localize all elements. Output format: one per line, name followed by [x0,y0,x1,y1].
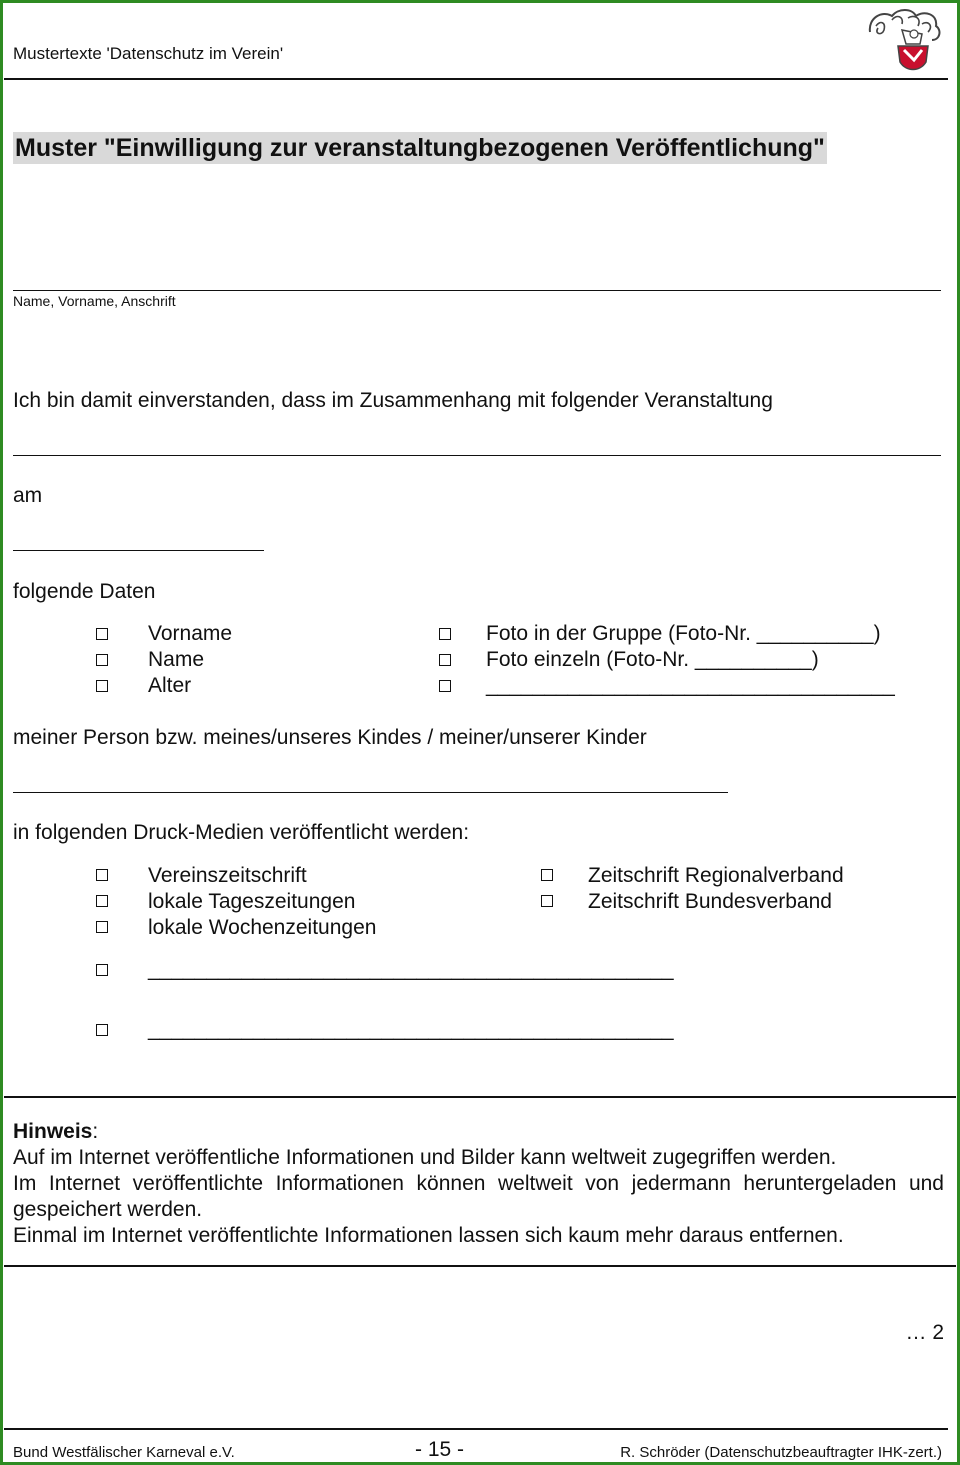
notice-line-1: Auf im Internet veröffentliche Informationen und Bilder kann weltweit zugegriffen werden. [13,1146,837,1169]
option-foto-gruppe: Foto in der Gruppe (Foto-Nr. __________) [486,622,881,645]
footer-organization: Bund Westfälischer Karneval e.V. [13,1444,235,1461]
checkbox-foto-einzeln[interactable] [439,654,451,666]
option-vorname: Vorname [148,622,233,645]
checkbox-bundesverband[interactable] [541,895,553,907]
page-number: - 15 - [415,1438,465,1461]
running-header: Mustertexte 'Datenschutz im Verein' [13,44,284,63]
option-other-data-blank[interactable]: ___________________________________ [486,674,895,697]
data-label: folgende Daten [13,580,156,603]
notice-bottom-rule [4,1265,956,1267]
continuation-marker: … 2 [905,1321,944,1344]
option-regionalverband: Zeitschrift Regionalverband [588,864,844,887]
media-other-1-blank[interactable]: _____________________________________________ [148,958,674,981]
checkbox-foto-gruppe[interactable] [439,628,451,640]
option-wochenzeitungen: lokale Wochenzeitungen [148,916,377,939]
option-foto-einzeln: Foto einzeln (Foto-Nr. __________) [486,648,819,671]
notice-colon: : [92,1120,99,1143]
document-title: Muster "Einwilligung zur veranstaltungbezogenen Veröffentlichung" [15,134,825,162]
checkbox-regionalverband[interactable] [541,869,553,881]
checkbox-name[interactable] [96,654,108,666]
option-alter: Alter [148,674,192,697]
notice-box [13,1119,944,1249]
am-label: am [13,484,43,507]
checkbox-wochenzeitungen[interactable] [96,921,108,933]
karneval-logo-icon [862,4,948,78]
checkbox-vorname[interactable] [96,628,108,640]
footer-author: R. Schröder (Datenschutzbeauftragter IHK-zert.) [620,1444,942,1461]
media-other-2-blank[interactable]: _____________________________________________ [148,1018,674,1041]
notice-line-2: Im Internet veröffentlichte Informationen können weltweit von jedermann heruntergeladen und gespeichert werden. [13,1172,944,1221]
person-blank-line[interactable] [13,792,728,793]
event-blank-line[interactable] [13,455,941,456]
person-text: meiner Person bzw. meines/unseres Kindes / meiner/unserer Kinder [13,726,647,749]
checkbox-tageszeitungen[interactable] [96,895,108,907]
footer-rule [4,1428,948,1430]
date-blank-line[interactable] [13,550,264,551]
header-rule [4,78,948,80]
option-bundesverband: Zeitschrift Bundesverband [588,890,832,913]
option-name: Name [148,648,205,671]
media-text: in folgenden Druck-Medien veröffentlicht werden: [13,821,470,844]
option-tageszeitungen: lokale Tageszeitungen [148,890,356,913]
checkbox-vereinszeitschrift[interactable] [96,869,108,881]
consent-text: Ich bin damit einverstanden, dass im Zusammenhang mit folgender Veranstaltung [13,389,773,412]
name-blank-line[interactable] [13,290,941,291]
name-label: Name, Vorname, Anschrift [13,293,176,309]
notice-line-3: Einmal im Internet veröffentlichte Informationen lassen sich kaum mehr daraus entfernen. [13,1224,844,1247]
notice-top-rule [4,1096,956,1098]
checkbox-alter[interactable] [96,680,108,692]
option-vereinszeitschrift: Vereinszeitschrift [148,864,307,887]
checkbox-other-data[interactable] [439,680,451,692]
checkbox-media-other-1[interactable] [96,964,108,976]
checkbox-media-other-2[interactable] [96,1024,108,1036]
notice-heading: Hinweis [13,1120,93,1143]
